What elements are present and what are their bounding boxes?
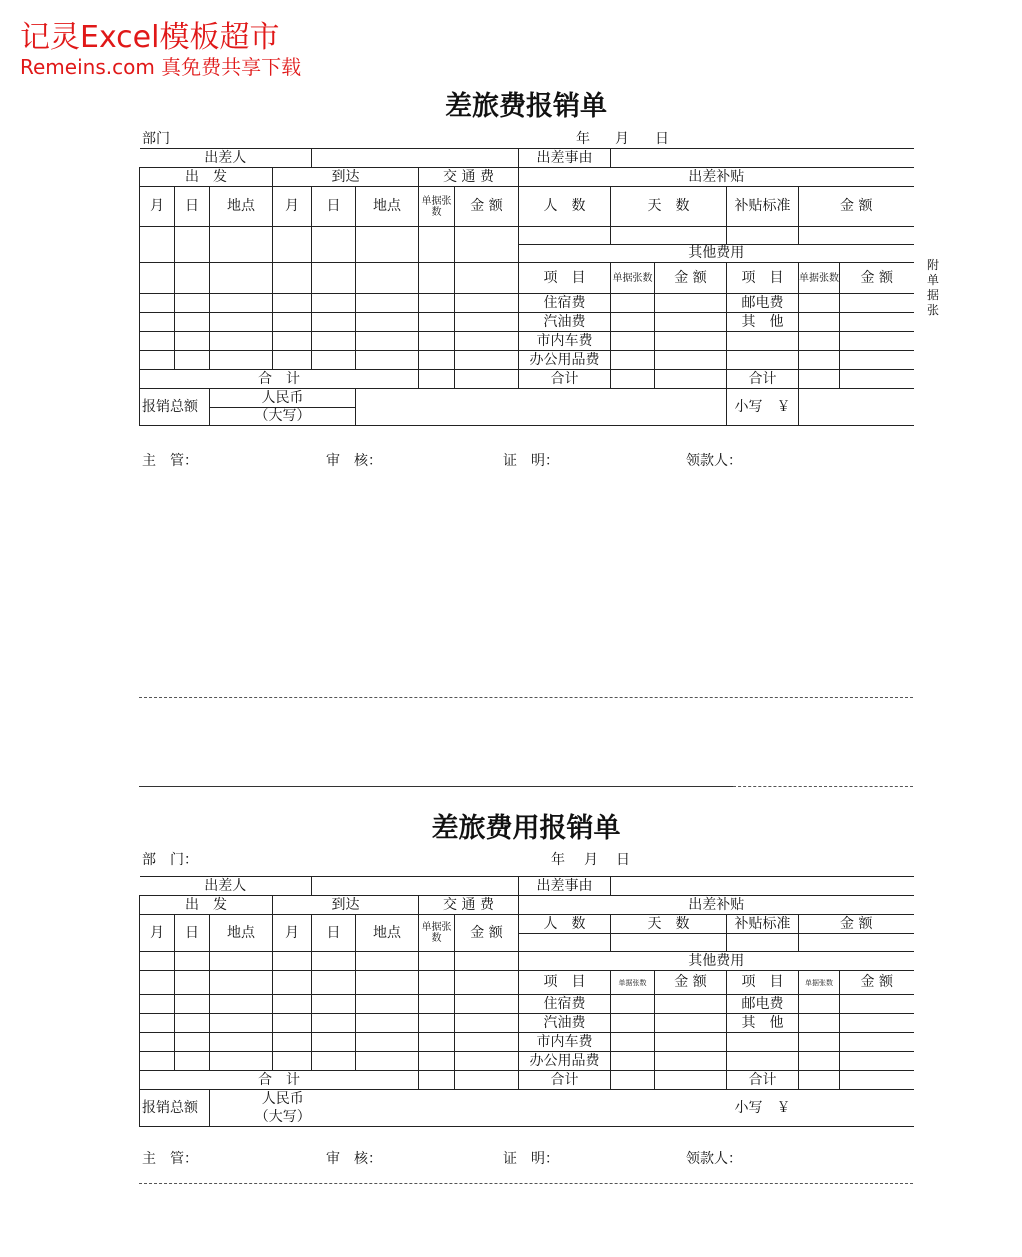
- citycar-label: 市内车费: [519, 1033, 611, 1052]
- cell[interactable]: [455, 351, 519, 370]
- cell[interactable]: [273, 1052, 312, 1071]
- col-day: 日: [175, 915, 210, 952]
- cell[interactable]: [455, 1052, 519, 1071]
- cell[interactable]: [419, 245, 455, 263]
- cell[interactable]: [840, 370, 914, 389]
- cell[interactable]: [140, 952, 175, 971]
- col-place: 地点: [210, 187, 273, 227]
- supervisor-label: 主 管：: [142, 1151, 198, 1167]
- col-item: 项 目: [727, 971, 799, 995]
- cell[interactable]: [356, 1052, 419, 1071]
- cell[interactable]: [840, 351, 914, 370]
- cell[interactable]: [611, 1033, 655, 1052]
- cell[interactable]: [273, 294, 312, 313]
- other-header: 其他费用: [519, 952, 914, 971]
- col-day: 日: [175, 187, 210, 227]
- reason-label: 出差事由: [519, 877, 611, 896]
- std-value[interactable]: [727, 934, 799, 952]
- col-month: 月: [140, 187, 175, 227]
- cell[interactable]: [273, 1014, 312, 1033]
- cell[interactable]: [799, 370, 840, 389]
- total-receipts[interactable]: [419, 370, 455, 389]
- cell[interactable]: [312, 332, 356, 351]
- cell[interactable]: [840, 1071, 914, 1090]
- col-place: 地点: [210, 915, 273, 952]
- cell[interactable]: [655, 1033, 727, 1052]
- cell[interactable]: [175, 294, 210, 313]
- lodging-label: 住宿费: [519, 294, 611, 313]
- cell[interactable]: [210, 332, 273, 351]
- cell[interactable]: [611, 1052, 655, 1071]
- traveler-label: 出差人: [140, 877, 312, 896]
- traveler-value[interactable]: [312, 149, 519, 168]
- cell[interactable]: [210, 971, 273, 995]
- col-amount: 金 额: [840, 971, 914, 995]
- persons-value[interactable]: [519, 934, 611, 952]
- rmb-label: 人民币: [210, 1090, 356, 1109]
- col-days: 天 数: [611, 187, 727, 227]
- upper-label: （大写）: [210, 1109, 356, 1127]
- cell[interactable]: [175, 1052, 210, 1071]
- col-item: 项 目: [519, 971, 611, 995]
- col-persons: 人 数: [519, 187, 611, 227]
- cell[interactable]: [655, 1014, 727, 1033]
- col-allow-amount: 金 额: [799, 915, 914, 934]
- cell[interactable]: [655, 995, 727, 1014]
- cell[interactable]: [840, 1052, 914, 1071]
- supervisor-label: 主 管：: [142, 453, 198, 469]
- cell[interactable]: [727, 1052, 799, 1071]
- cell[interactable]: [419, 1033, 455, 1052]
- total-receipts[interactable]: [419, 1071, 455, 1090]
- cell[interactable]: [799, 1033, 840, 1052]
- other-total-label2: 合计: [727, 1071, 799, 1090]
- cell[interactable]: [455, 1014, 519, 1033]
- depart-header: 出 发: [140, 896, 273, 915]
- cell[interactable]: [356, 227, 419, 245]
- cell[interactable]: [140, 1033, 175, 1052]
- cell[interactable]: [455, 952, 519, 971]
- cell[interactable]: [175, 227, 210, 245]
- watermark-subtitle: Remeins.com 真免费共享下载: [20, 55, 302, 79]
- col-place: 地点: [356, 187, 419, 227]
- cell[interactable]: [140, 351, 175, 370]
- col-item: 项 目: [727, 263, 799, 294]
- persons-value[interactable]: [519, 227, 611, 245]
- reason-value[interactable]: [611, 877, 914, 896]
- payee-label: 领款人：: [686, 1151, 742, 1167]
- cell[interactable]: [140, 294, 175, 313]
- form1-title: 差旅费报销单: [445, 91, 607, 122]
- col-amount: 金 额: [655, 971, 727, 995]
- cell[interactable]: [419, 294, 455, 313]
- cell[interactable]: [611, 294, 655, 313]
- cell[interactable]: [799, 313, 840, 332]
- cell[interactable]: [312, 313, 356, 332]
- total-left-label: 合 计: [140, 370, 419, 389]
- cell[interactable]: [611, 370, 655, 389]
- allowance-header: 出差补贴: [519, 896, 914, 915]
- cell[interactable]: [455, 245, 519, 263]
- col-month: 月: [273, 915, 312, 952]
- small-label: 小写 ￥: [727, 1090, 799, 1127]
- cell[interactable]: [419, 995, 455, 1014]
- cell[interactable]: [273, 971, 312, 995]
- other-header: 其他费用: [519, 245, 914, 263]
- cell[interactable]: [273, 263, 312, 294]
- other-total-label: 合计: [519, 1071, 611, 1090]
- cell[interactable]: [356, 263, 419, 294]
- cell[interactable]: [356, 995, 419, 1014]
- cut-line: [139, 1183, 913, 1184]
- form1-day-label: 日: [655, 131, 669, 147]
- office-label: 办公用品费: [519, 351, 611, 370]
- proof-label: 证 明：: [503, 453, 559, 469]
- cell[interactable]: [655, 351, 727, 370]
- misc-label: 其 他: [727, 313, 799, 332]
- cell[interactable]: [727, 332, 799, 351]
- total-left-label: 合 计: [140, 1071, 419, 1090]
- col-item: 项 目: [519, 263, 611, 294]
- std-value[interactable]: [727, 227, 799, 245]
- cell[interactable]: [455, 332, 519, 351]
- form1-month-label: 月: [615, 131, 629, 147]
- cell[interactable]: [210, 313, 273, 332]
- reason-label: 出差事由: [519, 149, 611, 168]
- fuel-label: 汽油费: [519, 1014, 611, 1033]
- arrive-header: 到达: [273, 168, 419, 187]
- auditor-label: 审 核：: [326, 453, 382, 469]
- col-amount: 金 额: [655, 263, 727, 294]
- cell[interactable]: [356, 332, 419, 351]
- form2-year-label: 年: [551, 852, 565, 868]
- cell[interactable]: [140, 313, 175, 332]
- cell[interactable]: [140, 1052, 175, 1071]
- other-total-label2: 合计: [727, 370, 799, 389]
- cell[interactable]: [356, 1033, 419, 1052]
- cell[interactable]: [175, 1033, 210, 1052]
- col-day: 日: [312, 915, 356, 952]
- misc-label: 其 他: [727, 1014, 799, 1033]
- cell[interactable]: [210, 263, 273, 294]
- form1-table: [139, 148, 914, 426]
- cell[interactable]: [312, 1014, 356, 1033]
- rmb-label: 人民币: [210, 389, 356, 408]
- grand-total-label: 报销总额: [140, 1090, 210, 1127]
- cell[interactable]: [273, 952, 312, 971]
- cell[interactable]: [356, 351, 419, 370]
- fuel-label: 汽油费: [519, 313, 611, 332]
- form2-month-label: 月: [584, 852, 598, 868]
- cell[interactable]: [356, 971, 419, 995]
- cell[interactable]: [140, 332, 175, 351]
- col-std: 补贴标准: [727, 187, 799, 227]
- form2-dept-label: 部 门：: [142, 852, 198, 868]
- cell[interactable]: [210, 227, 273, 245]
- cell[interactable]: [210, 995, 273, 1014]
- small-value[interactable]: [799, 1090, 914, 1127]
- form2-day-label: 日: [616, 852, 630, 868]
- col-amount: 金 额: [840, 263, 914, 294]
- cell[interactable]: [356, 1014, 419, 1033]
- total-amount[interactable]: [455, 370, 519, 389]
- cell[interactable]: [727, 1033, 799, 1052]
- cell[interactable]: [799, 294, 840, 313]
- cell[interactable]: [175, 245, 210, 263]
- cell[interactable]: [312, 1052, 356, 1071]
- postal-label: 邮电费: [727, 995, 799, 1014]
- cell[interactable]: [727, 351, 799, 370]
- cell[interactable]: [611, 313, 655, 332]
- cell[interactable]: [655, 294, 727, 313]
- cell[interactable]: [655, 1052, 727, 1071]
- cell[interactable]: [799, 351, 840, 370]
- cell[interactable]: [175, 1014, 210, 1033]
- total-amount[interactable]: [455, 1071, 519, 1090]
- allowance-header: 出差补贴: [519, 168, 914, 187]
- small-label: 小写 ￥: [727, 389, 799, 426]
- days-value[interactable]: [611, 934, 727, 952]
- cell[interactable]: [611, 332, 655, 351]
- cell[interactable]: [312, 995, 356, 1014]
- grand-upper-value[interactable]: [356, 1090, 727, 1127]
- lodging-label: 住宿费: [519, 995, 611, 1014]
- cell[interactable]: [455, 971, 519, 995]
- cell[interactable]: [175, 351, 210, 370]
- col-day: 日: [312, 187, 356, 227]
- separator-line: [139, 786, 733, 787]
- transport-header: 交 通 费: [419, 896, 519, 915]
- cell[interactable]: [455, 227, 519, 245]
- cell[interactable]: [655, 1071, 727, 1090]
- cell[interactable]: [312, 294, 356, 313]
- cell[interactable]: [312, 1033, 356, 1052]
- citycar-label: 市内车费: [519, 332, 611, 351]
- col-persons: 人 数: [519, 915, 611, 934]
- cell[interactable]: [210, 1014, 273, 1033]
- form1-year-label: 年: [576, 131, 590, 147]
- cell[interactable]: [455, 995, 519, 1014]
- cell[interactable]: [455, 294, 519, 313]
- traveler-label: 出差人: [140, 149, 312, 168]
- grand-total-label: 报销总额: [140, 389, 210, 426]
- cell[interactable]: [140, 995, 175, 1014]
- cell[interactable]: [455, 1033, 519, 1052]
- cell[interactable]: [312, 952, 356, 971]
- cell[interactable]: [799, 332, 840, 351]
- cell[interactable]: [799, 1071, 840, 1090]
- transport-header: 交 通 费: [419, 168, 519, 187]
- cell[interactable]: [312, 263, 356, 294]
- cell[interactable]: [175, 971, 210, 995]
- proof-label: 证 明：: [503, 1151, 559, 1167]
- cell[interactable]: [419, 332, 455, 351]
- form1-dept-label: 部门: [142, 131, 170, 147]
- other-total-label: 合计: [519, 370, 611, 389]
- col-receipts: 单据张数: [799, 263, 840, 294]
- cell[interactable]: [356, 245, 419, 263]
- col-place: 地点: [356, 915, 419, 952]
- arrive-header: 到达: [273, 896, 419, 915]
- cell[interactable]: [312, 245, 356, 263]
- cell[interactable]: [175, 995, 210, 1014]
- col-month: 月: [140, 915, 175, 952]
- cell[interactable]: [210, 245, 273, 263]
- allow-amount-value[interactable]: [799, 934, 914, 952]
- cell[interactable]: [356, 952, 419, 971]
- col-receipts: 单据张数: [611, 971, 655, 995]
- small-value[interactable]: [799, 389, 914, 426]
- upper-label: （大写）: [210, 408, 356, 426]
- depart-header: 出 发: [140, 168, 273, 187]
- separator-dash: [733, 786, 913, 787]
- cell[interactable]: [175, 332, 210, 351]
- postal-label: 邮电费: [727, 294, 799, 313]
- cell[interactable]: [611, 1071, 655, 1090]
- cell[interactable]: [455, 313, 519, 332]
- col-receipts: 单据张数: [419, 915, 455, 952]
- cell[interactable]: [273, 1033, 312, 1052]
- cell[interactable]: [840, 313, 914, 332]
- cell[interactable]: [799, 1014, 840, 1033]
- col-receipts: 单据张数: [419, 187, 455, 227]
- grand-upper-value[interactable]: [356, 389, 727, 426]
- cell[interactable]: [356, 313, 419, 332]
- col-receipts: 单据张数: [799, 971, 840, 995]
- cell[interactable]: [210, 952, 273, 971]
- cell[interactable]: [140, 263, 175, 294]
- cell[interactable]: [611, 351, 655, 370]
- cell[interactable]: [273, 245, 312, 263]
- cut-line: [139, 697, 913, 698]
- attach-note: 附单据张: [926, 258, 939, 317]
- cell[interactable]: [210, 1052, 273, 1071]
- cell[interactable]: [840, 1033, 914, 1052]
- col-amount: 金 额: [455, 915, 519, 952]
- col-amount: 金 额: [455, 187, 519, 227]
- cell[interactable]: [312, 351, 356, 370]
- cell[interactable]: [140, 1014, 175, 1033]
- cell[interactable]: [840, 1014, 914, 1033]
- cell[interactable]: [210, 1033, 273, 1052]
- cell[interactable]: [799, 1052, 840, 1071]
- cell[interactable]: [273, 995, 312, 1014]
- cell[interactable]: [611, 1014, 655, 1033]
- col-receipts: 单据张数: [611, 263, 655, 294]
- cell[interactable]: [840, 332, 914, 351]
- cell[interactable]: [175, 313, 210, 332]
- form2-table: [139, 876, 914, 1127]
- cell[interactable]: [210, 351, 273, 370]
- col-std: 补贴标准: [727, 915, 799, 934]
- cell[interactable]: [210, 294, 273, 313]
- cell[interactable]: [419, 313, 455, 332]
- cell[interactable]: [273, 313, 312, 332]
- cell[interactable]: [312, 971, 356, 995]
- col-month: 月: [273, 187, 312, 227]
- cell[interactable]: [419, 1052, 455, 1071]
- cell[interactable]: [611, 995, 655, 1014]
- reason-value[interactable]: [611, 149, 914, 168]
- cell[interactable]: [799, 995, 840, 1014]
- cell[interactable]: [840, 995, 914, 1014]
- cell[interactable]: [655, 370, 727, 389]
- cell[interactable]: [175, 952, 210, 971]
- cell[interactable]: [419, 227, 455, 245]
- cell[interactable]: [140, 245, 175, 263]
- cell[interactable]: [175, 263, 210, 294]
- cell[interactable]: [419, 971, 455, 995]
- form2-title: 差旅费用报销单: [431, 813, 621, 844]
- auditor-label: 审 核：: [326, 1151, 382, 1167]
- cell[interactable]: [140, 227, 175, 245]
- cell[interactable]: [419, 263, 455, 294]
- traveler-value[interactable]: [312, 877, 519, 896]
- days-value[interactable]: [611, 227, 727, 245]
- watermark-title: 记灵Excel模板超市: [20, 20, 280, 55]
- cell[interactable]: [419, 351, 455, 370]
- cell[interactable]: [273, 227, 312, 245]
- cell[interactable]: [840, 294, 914, 313]
- cell[interactable]: [273, 332, 312, 351]
- allow-amount-value[interactable]: [799, 227, 914, 245]
- cell[interactable]: [273, 351, 312, 370]
- cell[interactable]: [419, 952, 455, 971]
- cell[interactable]: [356, 294, 419, 313]
- cell[interactable]: [312, 227, 356, 245]
- cell[interactable]: [455, 263, 519, 294]
- cell[interactable]: [140, 971, 175, 995]
- payee-label: 领款人：: [686, 453, 742, 469]
- col-days: 天 数: [611, 915, 727, 934]
- cell[interactable]: [655, 313, 727, 332]
- cell[interactable]: [419, 1014, 455, 1033]
- cell[interactable]: [655, 332, 727, 351]
- office-label: 办公用品费: [519, 1052, 611, 1071]
- col-allow-amount: 金 额: [799, 187, 914, 227]
